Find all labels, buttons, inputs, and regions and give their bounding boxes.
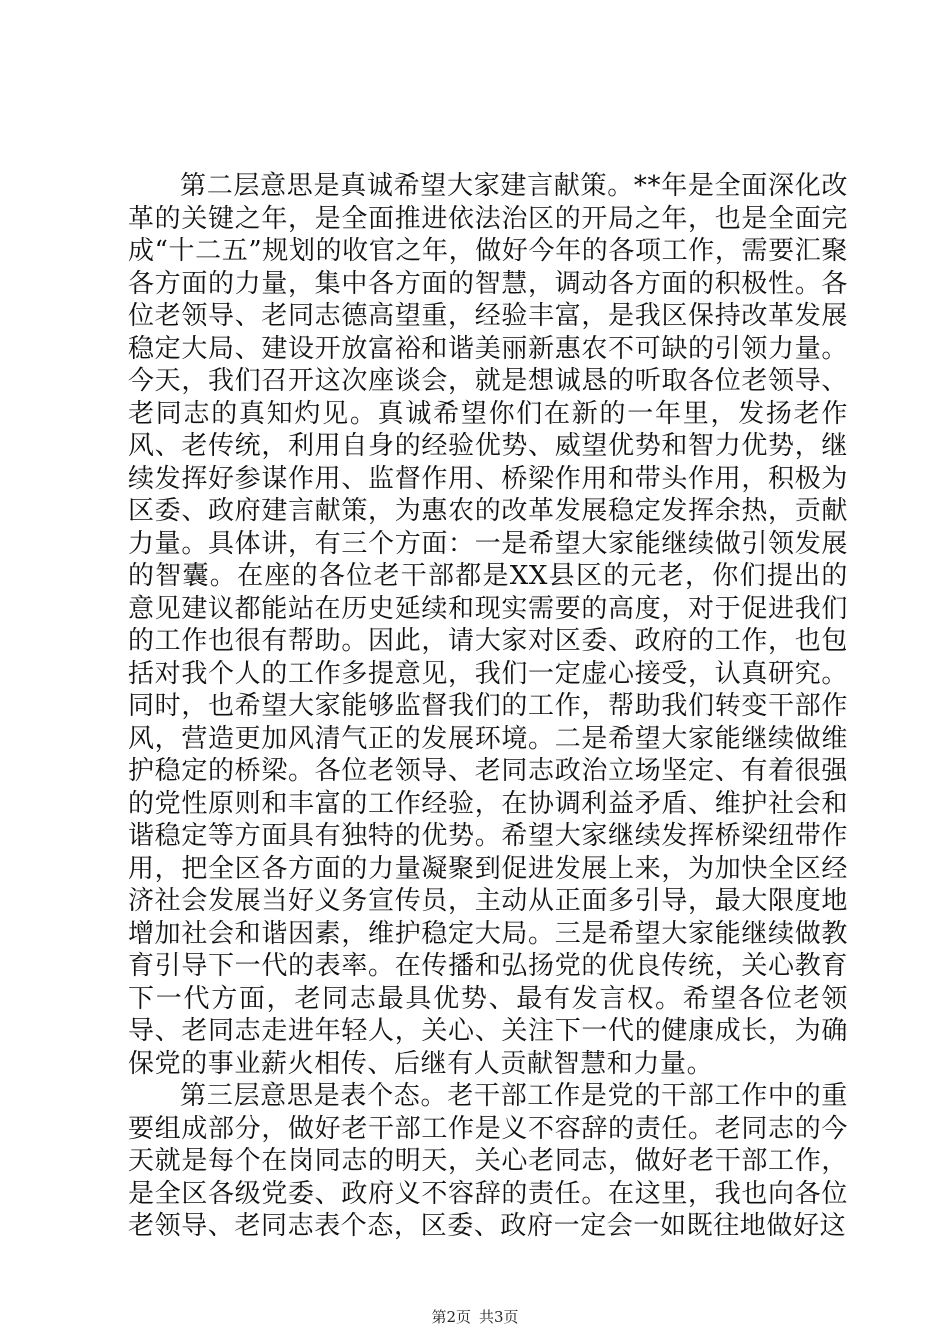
page-footer — [0, 1306, 950, 1327]
body-text — [128, 170, 848, 1243]
paragraph-third-point: 第三层意思是表个态。老干部工作是党的干部工作中的重要组成部分，做好老干部工作是义不容辞的责任。老同志的今天就是每个在岗同志的明天，关心老同志，做好老干部工作，是全区各级党委、政府义不容辞的责任。在这里，我也向各位老领导、老同志表个态，区委、政府一定会一如既往地做好这 — [128, 1081, 848, 1241]
total-pages: 共3页 — [479, 1308, 519, 1326]
paragraph-second-point: 第二层意思是真诚希望大家建言献策。**年是全面深化改革的关键之年，是全面推进依法治区的开局之年，也是全面完成“十二五”规划的收官之年，做好今年的各项工作，需要汇聚各方面的力量，集中各方面的智慧，调动各方面的积极性。各位老领导、老同志德高望重，经验丰富，是我区保持改革发展稳定大局、建设开放富裕和谐美丽新惠农不可缺的引领力量。今天，我们召开这次座谈会，就是想诚恳的听取各位老领导、老同志的真知灼见。真诚希望你们在新的一年里，发扬老作风、老传统，利用自身的经验优势、威望优势和智力优势，继续发挥好参谋作用、监督作用、桥梁作用和带头作用，积极为区委、政府建言献策，为惠农的改革发展稳定发挥余热，贡献力量。具体讲，有三个方面：一是希望大家能继续做引领发展的智囊。在座的各位老干部都是XX县区的元老，你们提出的意见建议都能站在历史延续和现实需要的高度，对于促进我们的工作也很有帮助。因此，请大家对区委、政府的工作，也包括对我个人的工作多提意见，我们一定虚心接受，认真研究。同时，也希望大家能够监督我们的工作，帮助我们转变干部作风，营造更加风清气正的发展环境。二是希望大家能继续做维护稳定的桥梁。各位老领导、老同志政治立场坚定、有着很强的党性原则和丰富的工作经验，在协调利益矛盾、维护社会和谐稳定等方面具有独特的优势。希望大家继续发挥桥梁纽带作用，把全区各方面的力量凝聚到促进发展上来，为加快全区经济社会发展当好义务宣传员，主动从正面多引导，最大限度地增加社会和谐因素，维护稳定大局。三是希望大家能继续做教育引导下一代的表率。在传播和弘扬党的优良传统，关心教育下一代方面，老同志最具优势、最有发言权。希望各位老领导、老同志走进年轻人，关心、关注下一代的健康成长，为确保党的事业薪火相传、后继有人贡献智慧和力量。 — [128, 171, 848, 1079]
page-number: 第2页 — [431, 1308, 471, 1326]
